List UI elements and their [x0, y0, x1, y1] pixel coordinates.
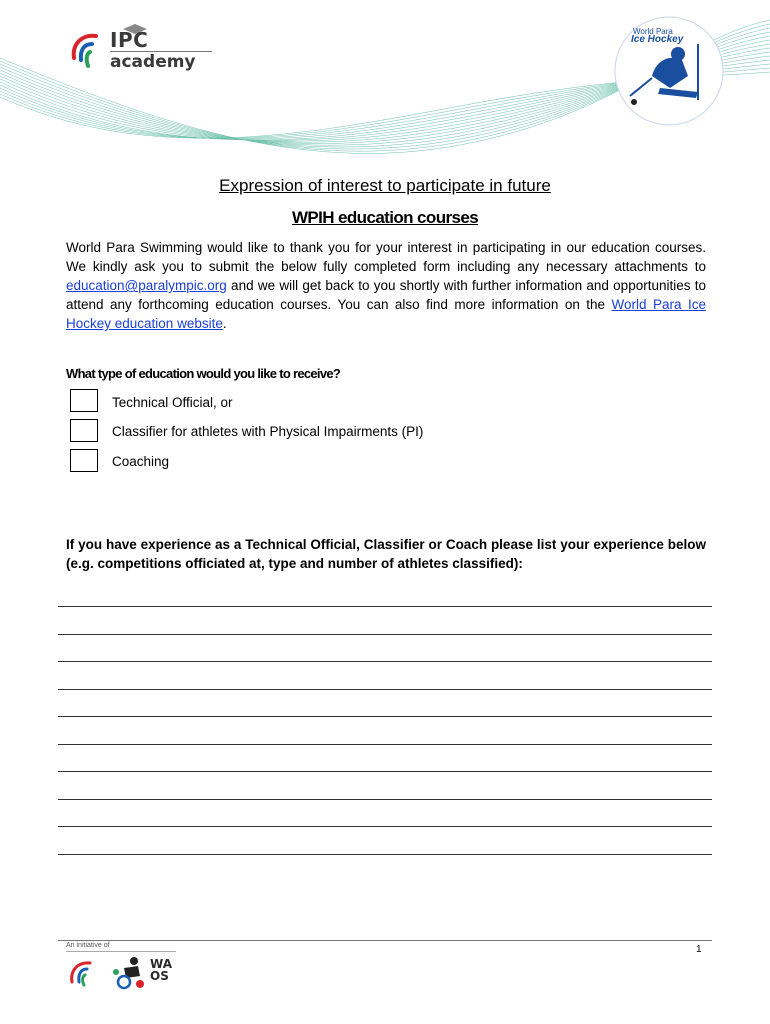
ipc-agitos-icon [66, 960, 100, 988]
academy-logo-text: academy [110, 52, 196, 72]
intro-paragraph [66, 238, 706, 333]
email-link[interactable]: education@paralympic.org [66, 278, 227, 293]
hockey-logo-line1: World Para [633, 27, 673, 36]
ipc-logo-text: IPC [110, 28, 149, 52]
initiative-label: An initiative of [66, 942, 110, 949]
website-link[interactable]: World Para Ice Hockey education website [66, 297, 706, 331]
classifier-label: Classifier for athletes with Physical Impairments (PI) [112, 424, 424, 439]
coaching-checkbox[interactable] [70, 449, 98, 472]
answer-line[interactable] [58, 771, 712, 772]
answer-line[interactable] [58, 716, 712, 717]
wheelchair-athlete-icon [112, 956, 148, 990]
footer-divider [58, 940, 712, 941]
answer-line[interactable] [58, 854, 712, 855]
intro-text-3: . [222, 316, 227, 331]
classifier-checkbox[interactable] [70, 419, 98, 442]
ipc-academy-logo [66, 24, 216, 80]
initiative-underline [66, 951, 176, 952]
coaching-label: Coaching [112, 454, 170, 469]
waos-line2: OS [150, 969, 169, 983]
waos-logo-text [150, 958, 172, 982]
form-title: Expression of interest to participate in future [219, 176, 551, 195]
answer-line[interactable] [58, 661, 712, 662]
world-para-ice-hockey-logo [612, 14, 727, 129]
answer-line[interactable] [58, 799, 712, 800]
answer-line[interactable] [58, 689, 712, 690]
experience-prompt: If you have experience as a Technical Official, Classifier or Coach please list your experience below (e.g. competitions officiated at, type and number of athletes classified): [66, 537, 706, 571]
waos-line1: WA [150, 957, 172, 971]
answer-line[interactable] [58, 606, 712, 607]
hockey-logo-line2: Ice Hockey [631, 34, 684, 45]
intro-text-2: and we will get back to you shortly with further information and opportunities to attend any forthcoming education courses. You can also find more information on the [66, 278, 706, 312]
form-subtitle: WPIH education courses [291, 208, 479, 227]
page-number: 1 [696, 944, 702, 955]
technical-official-label: Technical Official, or [112, 395, 233, 410]
footer-logos [66, 956, 182, 990]
answer-line[interactable] [58, 634, 712, 635]
ipc-agitos-icon [66, 30, 106, 72]
technical-official-checkbox[interactable] [70, 389, 98, 412]
intro-text-1: World Para Swimming would like to thank you for your interest in participating in our education courses. We kindly ask you to submit the below fully completed form including any necessary attachments to [66, 240, 706, 274]
answer-line[interactable] [58, 826, 712, 827]
education-type-question: What type of education would you like to receive? [66, 366, 341, 381]
answer-line[interactable] [58, 744, 712, 745]
